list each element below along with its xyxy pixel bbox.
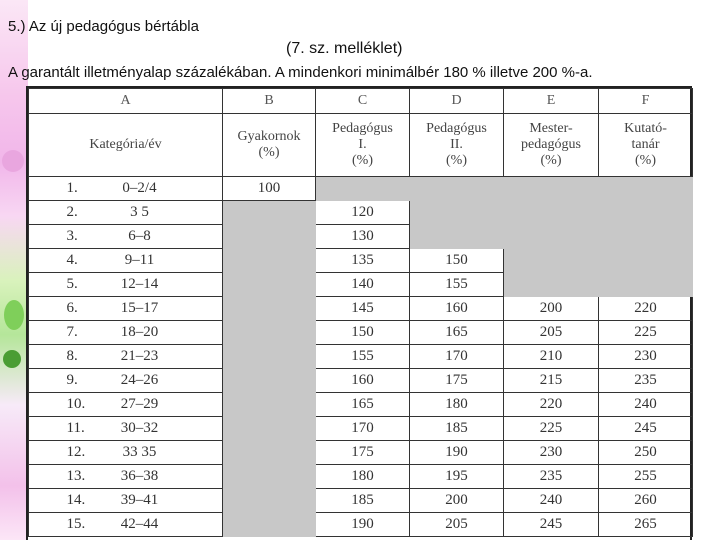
percent-cell-c: 165 bbox=[316, 393, 410, 417]
percent-cell-f: 260 bbox=[599, 489, 693, 513]
percent-cell-e: 245 bbox=[504, 513, 599, 537]
percent-cell-e bbox=[504, 249, 599, 273]
percent-cell-c: 130 bbox=[316, 225, 410, 249]
percent-cell-e: 200 bbox=[504, 297, 599, 321]
percent-cell-f: 235 bbox=[599, 369, 693, 393]
category-cell bbox=[29, 393, 223, 417]
category-cell bbox=[29, 345, 223, 369]
percent-cell-d bbox=[410, 225, 504, 249]
page-heading: 5.) Az új pedagógus bértábla bbox=[8, 18, 199, 35]
category-cell bbox=[29, 321, 223, 345]
percent-cell-b bbox=[223, 489, 316, 513]
percent-cell-d bbox=[410, 177, 504, 201]
table-row bbox=[29, 297, 693, 321]
percent-cell-d: 165 bbox=[410, 321, 504, 345]
category-number: 11. bbox=[66, 420, 85, 436]
subtitle: A garantált illetményalap százalékában. A mindenkori minimálbér 180 % illetve 200 %-a. bbox=[8, 64, 593, 81]
percent-cell-c: 185 bbox=[316, 489, 410, 513]
column-letter: C bbox=[316, 89, 410, 114]
category-cell bbox=[29, 513, 223, 537]
percent-cell-b bbox=[223, 393, 316, 417]
table-row bbox=[29, 201, 693, 225]
table-row bbox=[29, 345, 693, 369]
percent-cell-b bbox=[223, 273, 316, 297]
percent-cell-c: 150 bbox=[316, 321, 410, 345]
header-category: Kategória/év bbox=[29, 114, 223, 177]
percent-cell-b bbox=[223, 513, 316, 537]
percent-cell-c: 175 bbox=[316, 441, 410, 465]
percent-cell-b bbox=[223, 369, 316, 393]
category-number: 9. bbox=[66, 372, 78, 388]
category-cell bbox=[29, 177, 223, 201]
percent-cell-c: 140 bbox=[316, 273, 410, 297]
percent-cell-c: 170 bbox=[316, 417, 410, 441]
header-pedagogus-2: Pedagógus II. (%) bbox=[410, 114, 504, 177]
table-row bbox=[29, 225, 693, 249]
category-number: 5. bbox=[66, 276, 78, 292]
percent-cell-f: 250 bbox=[599, 441, 693, 465]
table-row bbox=[29, 465, 693, 489]
percent-cell-e bbox=[504, 225, 599, 249]
percent-cell-f bbox=[599, 225, 693, 249]
category-cell bbox=[29, 369, 223, 393]
header-kutatotanar: Kutató- tanár (%) bbox=[599, 114, 693, 177]
category-years: 6–8 bbox=[128, 228, 151, 244]
category-number: 15. bbox=[66, 516, 86, 532]
column-letter: B bbox=[223, 89, 316, 114]
percent-cell-f: 255 bbox=[599, 465, 693, 489]
percent-cell-c: 160 bbox=[316, 369, 410, 393]
percent-cell-c: 155 bbox=[316, 345, 410, 369]
column-letter-row bbox=[29, 89, 693, 114]
category-cell bbox=[29, 225, 223, 249]
percent-cell-e: 240 bbox=[504, 489, 599, 513]
category-years: 21–23 bbox=[120, 348, 159, 364]
flower-decoration bbox=[2, 150, 24, 172]
category-years: 0–2/4 bbox=[122, 180, 157, 196]
percent-cell-b bbox=[223, 225, 316, 249]
percent-cell-e: 230 bbox=[504, 441, 599, 465]
category-cell bbox=[29, 441, 223, 465]
column-letter: A bbox=[29, 89, 223, 114]
category-years: 30–32 bbox=[120, 420, 159, 436]
percent-cell-c: 135 bbox=[316, 249, 410, 273]
percent-cell-b bbox=[223, 321, 316, 345]
percent-cell-d: 180 bbox=[410, 393, 504, 417]
flower-decoration bbox=[4, 300, 24, 330]
percent-cell-b bbox=[223, 441, 316, 465]
percent-cell-e: 220 bbox=[504, 393, 599, 417]
category-number: 14. bbox=[66, 492, 86, 508]
percent-cell-e: 215 bbox=[504, 369, 599, 393]
header-row bbox=[29, 114, 693, 177]
category-years: 18–20 bbox=[120, 324, 159, 340]
percent-cell-d: 155 bbox=[410, 273, 504, 297]
column-letter: F bbox=[599, 89, 693, 114]
percent-cell-e: 235 bbox=[504, 465, 599, 489]
percent-cell-c bbox=[316, 177, 410, 201]
category-cell bbox=[29, 297, 223, 321]
category-years: 33 35 bbox=[122, 444, 157, 460]
percent-cell-d: 170 bbox=[410, 345, 504, 369]
table-row bbox=[29, 177, 693, 201]
percent-cell-d bbox=[410, 201, 504, 225]
category-cell bbox=[29, 201, 223, 225]
percent-cell-c: 120 bbox=[316, 201, 410, 225]
percent-cell-c: 145 bbox=[316, 297, 410, 321]
category-number: 12. bbox=[66, 444, 86, 460]
percent-cell-d: 185 bbox=[410, 417, 504, 441]
category-years: 36–38 bbox=[120, 468, 159, 484]
category-number: 7. bbox=[66, 324, 78, 340]
flower-decoration bbox=[3, 350, 21, 368]
percent-cell-c: 180 bbox=[316, 465, 410, 489]
percent-cell-b bbox=[223, 201, 316, 225]
percent-cell-f: 265 bbox=[599, 513, 693, 537]
category-cell bbox=[29, 273, 223, 297]
percent-cell-e bbox=[504, 273, 599, 297]
salary-table-frame bbox=[26, 86, 692, 540]
percent-cell-f bbox=[599, 177, 693, 201]
category-number: 6. bbox=[66, 300, 78, 316]
percent-cell-f: 240 bbox=[599, 393, 693, 417]
category-years: 15–17 bbox=[120, 300, 159, 316]
table-row bbox=[29, 489, 693, 513]
table-row bbox=[29, 513, 693, 537]
percent-cell-e: 210 bbox=[504, 345, 599, 369]
table-row bbox=[29, 321, 693, 345]
salary-table bbox=[28, 88, 693, 537]
category-number: 3. bbox=[66, 228, 78, 244]
annex-label: (7. sz. melléklet) bbox=[286, 40, 403, 57]
category-years: 42–44 bbox=[120, 516, 159, 532]
table-row bbox=[29, 417, 693, 441]
percent-cell-f: 230 bbox=[599, 345, 693, 369]
percent-cell-c: 190 bbox=[316, 513, 410, 537]
category-number: 8. bbox=[66, 348, 78, 364]
table-row bbox=[29, 441, 693, 465]
percent-cell-f bbox=[599, 273, 693, 297]
header-mesterpedagogus: Mester- pedagógus (%) bbox=[504, 114, 599, 177]
percent-cell-f: 225 bbox=[599, 321, 693, 345]
category-years: 9–11 bbox=[124, 252, 155, 268]
percent-cell-b bbox=[223, 297, 316, 321]
percent-cell-f: 220 bbox=[599, 297, 693, 321]
percent-cell-f: 245 bbox=[599, 417, 693, 441]
column-letter: D bbox=[410, 89, 504, 114]
category-number: 4. bbox=[66, 252, 78, 268]
category-number: 13. bbox=[66, 468, 86, 484]
header-gyakornok: Gyakornok (%) bbox=[223, 114, 316, 177]
table-row bbox=[29, 273, 693, 297]
percent-cell-b bbox=[223, 249, 316, 273]
percent-cell-d: 205 bbox=[410, 513, 504, 537]
category-number: 1. bbox=[66, 180, 78, 196]
category-number: 10. bbox=[66, 396, 86, 412]
table-row bbox=[29, 393, 693, 417]
percent-cell-b: 100 bbox=[223, 177, 316, 201]
percent-cell-e: 205 bbox=[504, 321, 599, 345]
percent-cell-e bbox=[504, 177, 599, 201]
percent-cell-d: 175 bbox=[410, 369, 504, 393]
percent-cell-d: 200 bbox=[410, 489, 504, 513]
category-cell bbox=[29, 417, 223, 441]
percent-cell-b bbox=[223, 345, 316, 369]
percent-cell-f bbox=[599, 201, 693, 225]
percent-cell-e: 225 bbox=[504, 417, 599, 441]
category-number: 2. bbox=[66, 204, 78, 220]
column-letter: E bbox=[504, 89, 599, 114]
category-cell bbox=[29, 489, 223, 513]
percent-cell-b bbox=[223, 417, 316, 441]
percent-cell-b bbox=[223, 465, 316, 489]
table-row bbox=[29, 369, 693, 393]
percent-cell-d: 150 bbox=[410, 249, 504, 273]
percent-cell-d: 195 bbox=[410, 465, 504, 489]
category-years: 27–29 bbox=[120, 396, 159, 412]
percent-cell-e bbox=[504, 201, 599, 225]
header-pedagogus-1: Pedagógus I. (%) bbox=[316, 114, 410, 177]
percent-cell-f bbox=[599, 249, 693, 273]
percent-cell-d: 160 bbox=[410, 297, 504, 321]
category-cell bbox=[29, 249, 223, 273]
category-years: 24–26 bbox=[120, 372, 159, 388]
category-cell bbox=[29, 465, 223, 489]
decorative-left-strip bbox=[0, 0, 28, 540]
category-years: 39–41 bbox=[120, 492, 159, 508]
category-years: 3 5 bbox=[130, 204, 149, 220]
percent-cell-d: 190 bbox=[410, 441, 504, 465]
table-row bbox=[29, 249, 693, 273]
category-years: 12–14 bbox=[120, 276, 159, 292]
